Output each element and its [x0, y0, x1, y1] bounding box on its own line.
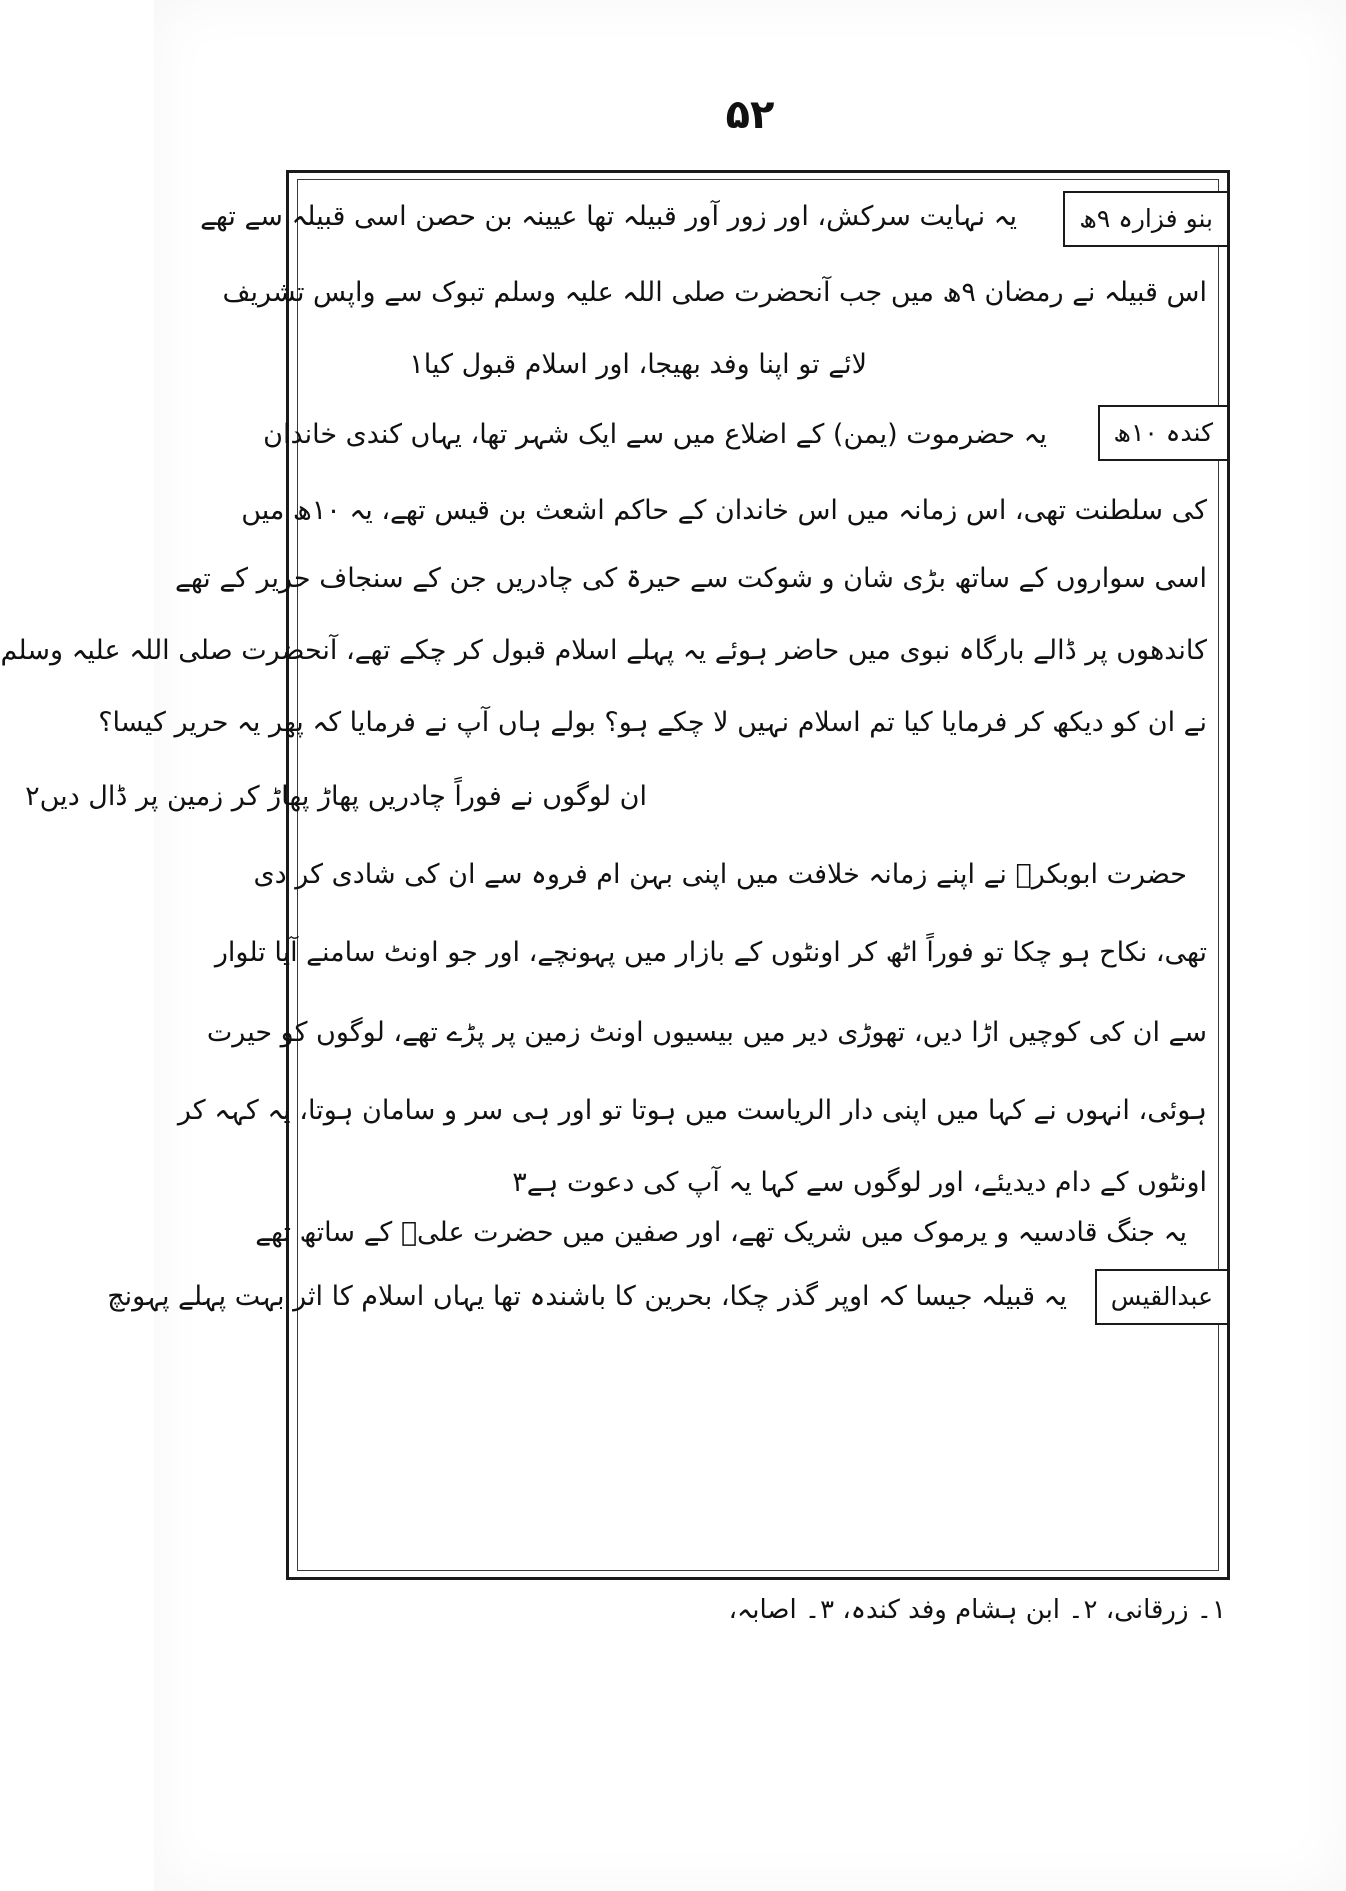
section-label-kinda: کندہ ۱۰ھ	[1098, 405, 1228, 461]
text-line: نے ان کو دیکھ کر فرمایا کیا تم اسلام نہیں لا چکے ہو؟ بولے ہاں آپ نے فرمایا کہ پھر یہ حریر کیسا؟	[98, 707, 1207, 738]
section-label-banu-fazara: بنو فزارہ ۹ھ	[1063, 191, 1227, 247]
page-number: ۵۲	[725, 92, 775, 138]
text-line: اونٹوں کے دام دیدیئے، اور لوگوں سے کہا یہ آپ کی دعوت ہے۳	[512, 1167, 1207, 1198]
text-frame	[0, 170, 1230, 1580]
text-line: حضرت ابوبکرؓ نے اپنے زمانہ خلافت میں اپنی بہن ام فروہ سے ان کی شادی کر دی	[253, 859, 1187, 890]
text-line: ہوئی، انہوں نے کہا میں اپنی دار الریاست میں ہوتا تو اور ہی سر و سامان ہوتا، یہ کہہ کر	[177, 1095, 1207, 1126]
text-line: کاندھوں پر ڈالے بارگاہ نبوی میں حاضر ہوئے یہ پہلے اسلام قبول کر چکے تھے، آنحضرت صلی اللہ علیہ وسلم	[0, 635, 1207, 666]
text-line: لائے تو اپنا وفد بھیجا، اور اسلام قبول کیا۱	[409, 349, 867, 380]
text-line: کی سلطنت تھی، اس زمانہ میں اس خاندان کے حاکم اشعث بن قیس تھے، یہ ۱۰ھ میں	[241, 495, 1207, 526]
text-line: یہ حضرموت (یمن) کے اضلاع میں سے ایک شہر تھا، یہاں کندی خاندان	[263, 419, 1047, 450]
footnotes: ۱۔ زرقانی، ۲۔ ابن ہشام وفد کندہ، ۳۔ اصابہ،	[728, 1595, 1226, 1625]
text-line: اس قبیلہ نے رمضان ۹ھ میں جب آنحضرت صلی اللہ علیہ وسلم تبوک سے واپس تشریف	[222, 277, 1207, 308]
text-line: اسی سواروں کے ساتھ بڑی شان و شوکت سے حیرۃ کی چادریں جن کے سنجاف حریر کے تھے	[175, 563, 1207, 594]
text-line: یہ قبیلہ جیسا کہ اوپر گذر چکا، بحرین کا باشندہ تھا یہاں اسلام کا اثر بہت پہلے پہونچ	[107, 1281, 1067, 1312]
text-line: تھی، نکاح ہو چکا تو فوراً اٹھ کر اونٹوں کے بازار میں پہونچے، اور جو اونٹ سامنے آیا تلوار	[214, 937, 1207, 968]
text-line: سے ان کی کوچیں اڑا دیں، تھوڑی دیر میں بیسیوں اونٹ زمین پر پڑے تھے، لوگوں کو حیرت	[206, 1017, 1207, 1048]
section-label-abdul-qais: عبدالقیس	[1095, 1269, 1227, 1325]
text-line: یہ نہایت سرکش، اور زور آور قبیلہ تھا عیینہ بن حصن اسی قبیلہ سے تھے	[200, 201, 1017, 232]
text-line: یہ جنگ قادسیہ و یرموک میں شریک تھے، اور صفین میں حضرت علیؓ کے ساتھ تھے	[255, 1217, 1187, 1248]
text-line: ان لوگوں نے فوراً چادریں پھاڑ پھاڑ کر زمین پر ڈال دیں۲	[25, 781, 647, 812]
